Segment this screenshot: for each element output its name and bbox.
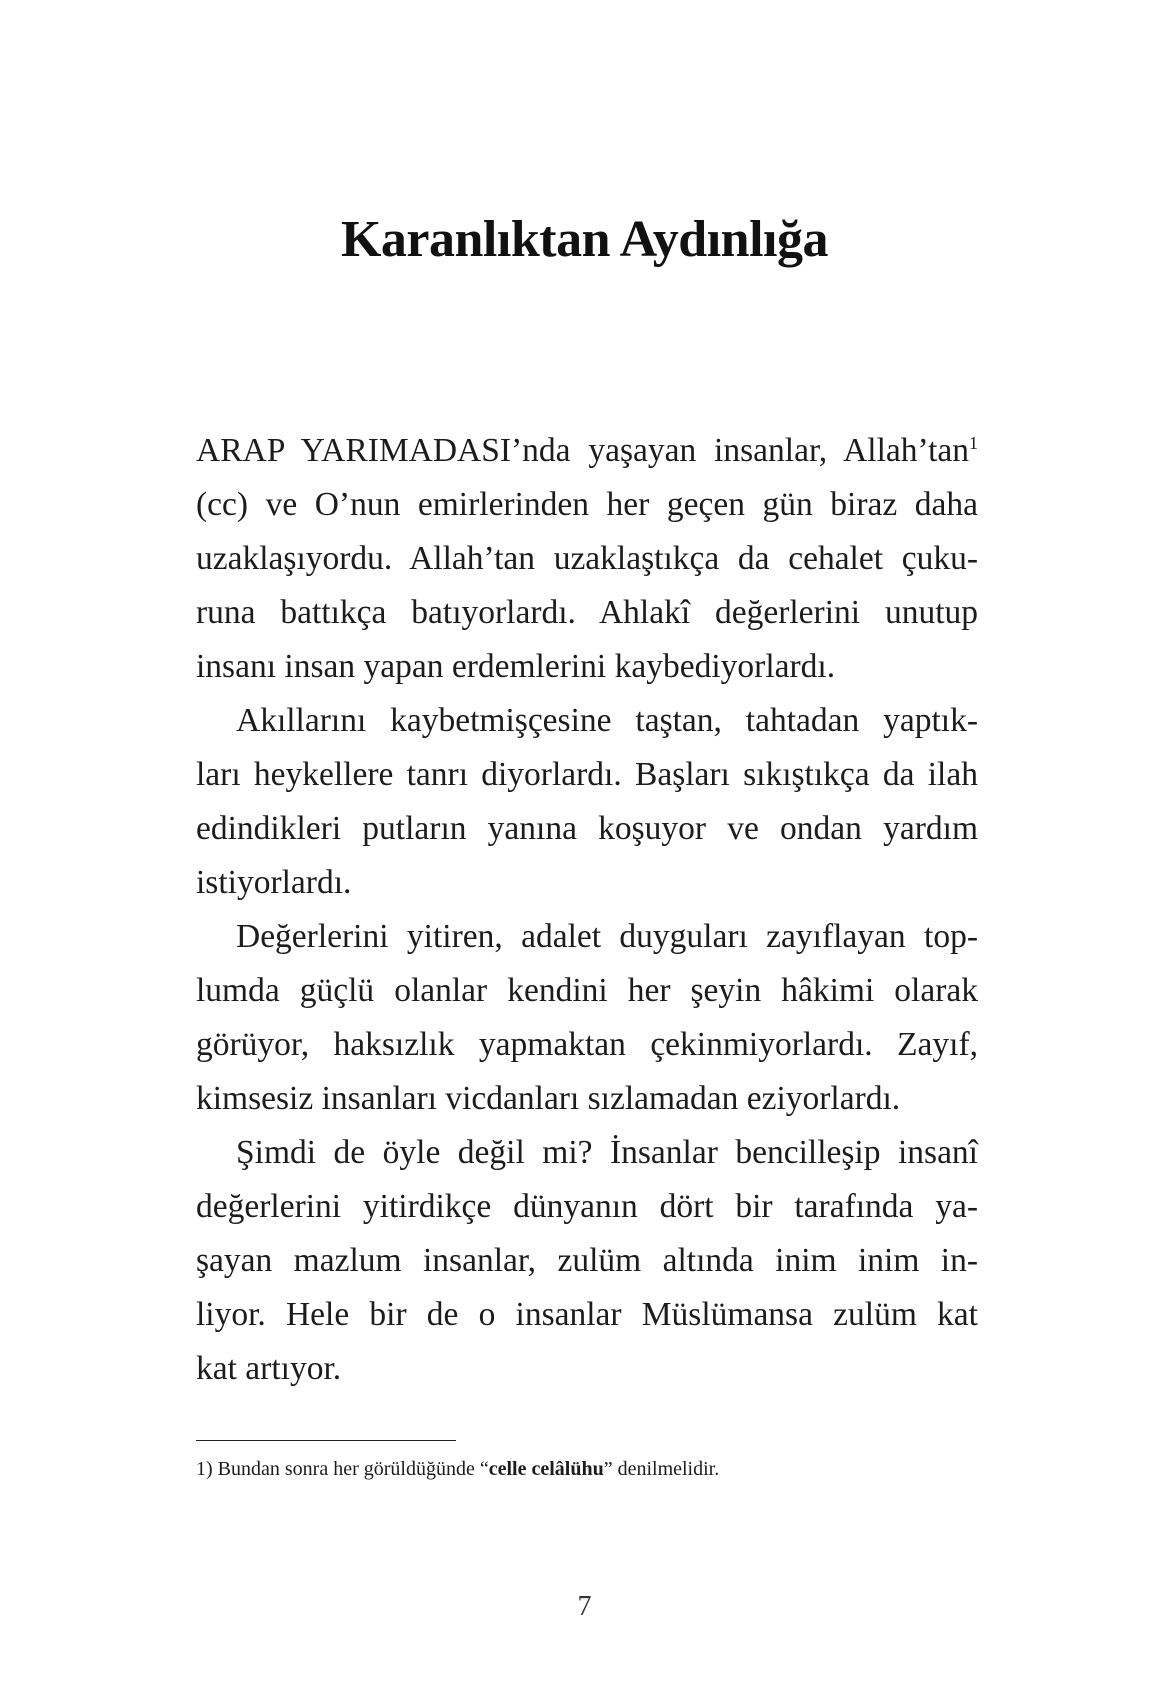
body-text xyxy=(196,424,978,1396)
footnote-emphasis: celle celâlühu xyxy=(488,1458,604,1480)
chapter-title: Karanlıktan Aydınlığa xyxy=(340,211,828,268)
body-line: insanı insan yapan erdemlerini kaybediyorlardı. xyxy=(196,648,836,685)
body-line: Değerlerini yitiren, adalet duyguları zayıflayan top- xyxy=(236,918,978,955)
body-line: şayan mazlum insanlar, zulüm altında inim inim in- xyxy=(196,1242,978,1279)
body-line: kat artıyor. xyxy=(196,1350,342,1387)
body-line: runa battıkça batıyorlardı. Ahlakî değerlerini unutup xyxy=(196,594,978,631)
footnote-marker: 1 xyxy=(969,432,978,453)
body-line: istiyorlardı. xyxy=(196,864,352,901)
body-line: görüyor, haksızlık yapmaktan çekinmiyorlardı. Zayıf, xyxy=(196,1026,978,1063)
page-number: 7 xyxy=(577,1591,592,1622)
body-line: uzaklaşıyordu. Allah’tan uzaklaştıkça da cehalet çuku- xyxy=(196,540,978,577)
footnote-text: 1) Bundan sonra her görüldüğünde “ xyxy=(196,1458,489,1480)
body-line: (cc) ve O’nun emirlerinden her geçen gün biraz daha xyxy=(196,486,978,523)
body-line: kimsesiz insanları vicdanları sızlamadan eziyorlardı. xyxy=(196,1080,901,1117)
body-line: ları heykellere tanrı diyorlardı. Başları sıkıştıkça da ilah xyxy=(196,756,978,793)
body-line: lumda güçlü olanlar kendini her şeyin hâkimi olarak xyxy=(196,972,978,1009)
body-line: Akıllarını kaybetmişçesine taştan, tahtadan yaptık- xyxy=(236,702,978,739)
body-line: liyor. Hele bir de o insanlar Müslümansa zulüm kat xyxy=(196,1296,978,1333)
footnote xyxy=(196,1456,978,1482)
footnote-text: ” denilmelidir. xyxy=(603,1458,720,1480)
body-line: ARAP YARIMADASI’nda yaşayan insanlar, $Allah’\tan^1$ xyxy=(196,432,978,469)
footnote-divider xyxy=(196,1440,456,1441)
body-line: edindikleri putların yanına koşuyor ve ondan yardım xyxy=(196,810,978,847)
body-line: Şimdi de öyle değil mi? İnsanlar bencilleşip insanî xyxy=(236,1134,978,1171)
body-line: değerlerini yitirdikçe dünyanın dört bir tarafında ya- xyxy=(196,1188,978,1225)
